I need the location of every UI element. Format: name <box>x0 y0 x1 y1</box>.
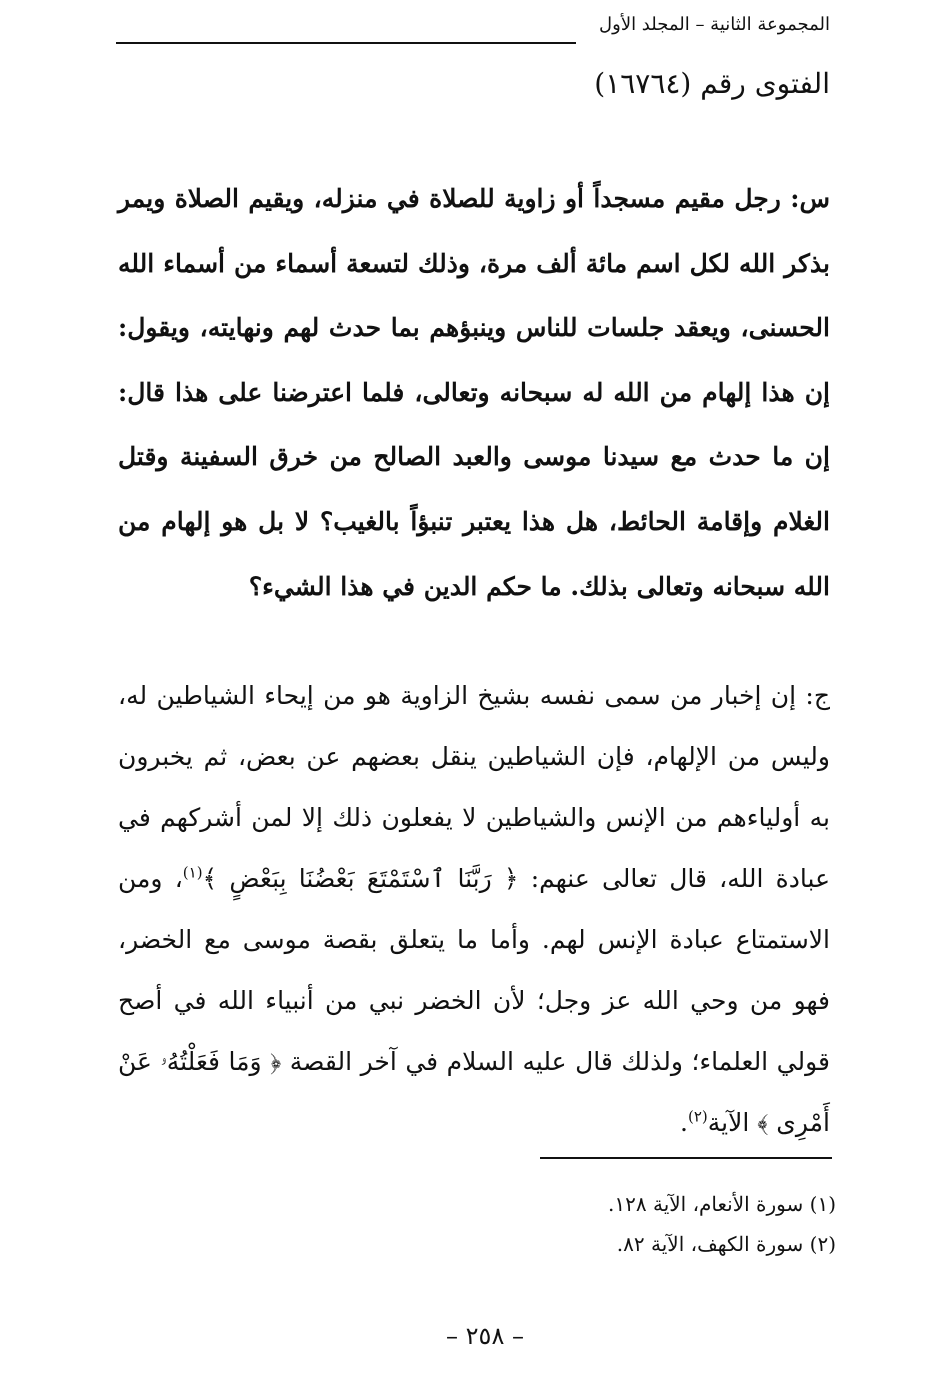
footnote-rule <box>540 1157 832 1159</box>
answer-text-4: . <box>680 1108 688 1137</box>
fatwa-number: الفتوى رقم (١٦٧٦٤) <box>594 67 830 100</box>
running-header: المجموعة الثانية – المجلد الأول <box>599 14 830 35</box>
footnote-1: (١) سورة الأنعام، الآية ١٢٨. <box>608 1192 836 1216</box>
question-paragraph: س: رجل مقيم مسجداً أو زاوية للصلاة في منزله، ويقيم الصلاة ويمر بذكر الله لكل اسم مائة ألف مرة، وذلك لتسعة أسماء من أسماء الله الحسنى، ويعقد جلسات للناس وينبؤهم بما حدث لهم ونهايته، ويقول: إن هذا إلهام من الله له سبحانه وتعالى، فلما اعترضنا على هذا قال: إن ما حدث مع سيدنا موسى والعبد الصالح من خرق السفينة وقتل الغلام وإقامة الحائط، هل هذا يعتبر تنبؤاً بالغيب؟ لا بل هو إلهام من الله سبحانه وتعالى بذلك. ما حكم الدين في هذا الشيء؟ <box>118 184 830 601</box>
page-number: – ٢٥٨ – <box>446 1322 524 1350</box>
header-rule <box>116 42 576 44</box>
answer-text-3: الآية <box>707 1108 758 1137</box>
answer-text-1: ج: إن إخبار من سمى نفسه بشيخ الزاوية هو من إيحاء الشياطين له، وليس من الإلهام، فإن الشياطين ينقل بعضهم عن بعض، ثم يخبرون به أولياءهم من الإنس والشياطين لا يفعلون ذلك إلا لمن أشركهم في عبادة الله، قال تعالى عنهم: <box>118 681 830 893</box>
answer-text-2: ، ومن الاستمتاع عبادة الإنس لهم. وأما ما يتعلق بقصة موسى مع الخضر، فهو من وحي الله عز وجل؛ لأن الخضر نبي من أنبياء الله في أصح قولي العلماء؛ ولذلك قال عليه السلام في آخر القصة <box>118 864 830 1076</box>
quran-verse-2: ﴿ وَمَا فَعَلْتُهُۥ عَنْ أَمْرِى ﴾ <box>118 1047 830 1137</box>
footnote-reference-1: (١) <box>182 863 203 882</box>
footnote-2: (٢) سورة الكهف، الآية ٨٢. <box>616 1232 836 1256</box>
quran-verse-1: ﴿ رَبَّنَا ٱسْتَمْتَعَ بَعْضُنَا بِبَعْضٍ ﴾ <box>202 864 519 893</box>
answer-paragraph <box>118 665 830 1153</box>
footnote-reference-2: (٢) <box>687 1107 708 1126</box>
footnotes <box>608 1184 836 1264</box>
